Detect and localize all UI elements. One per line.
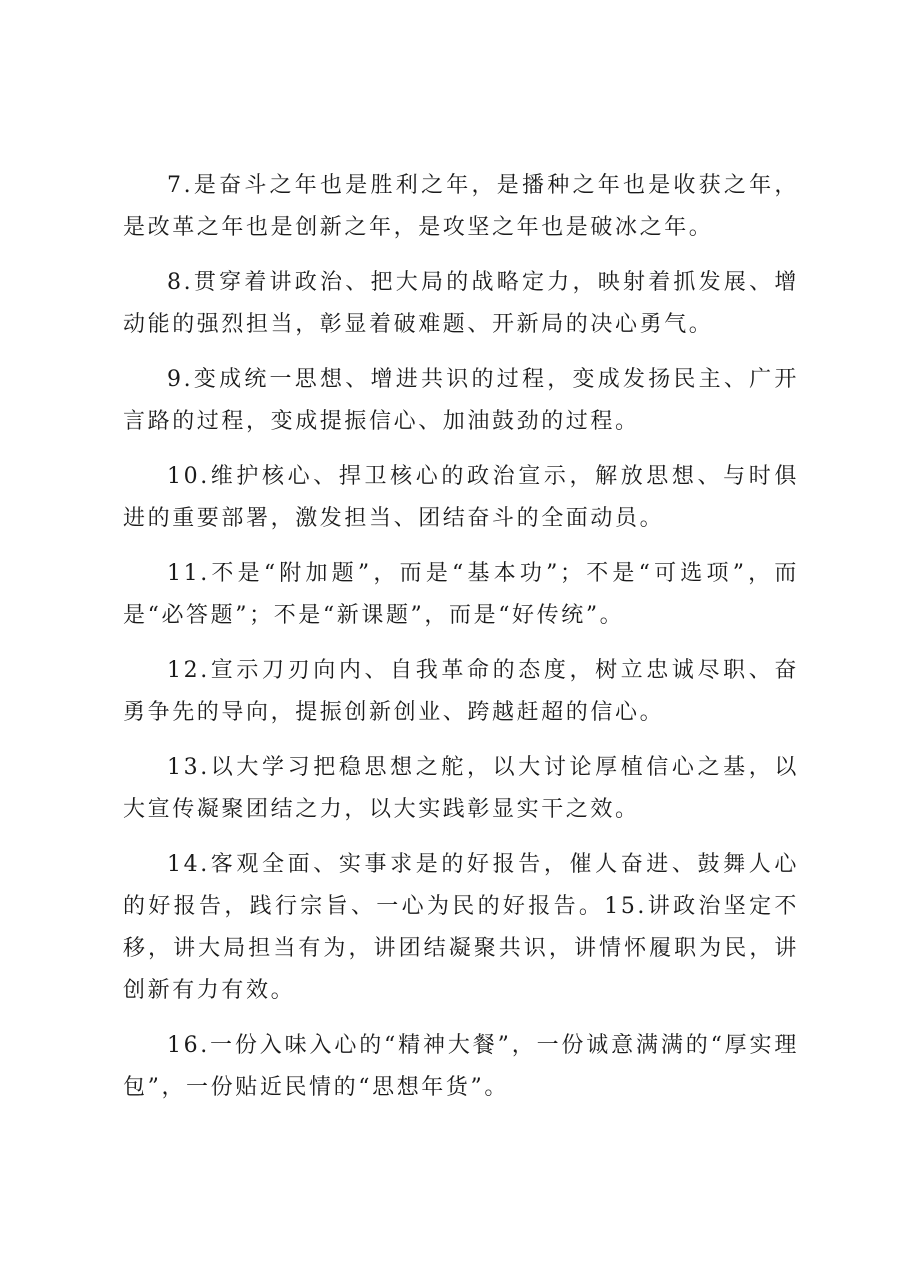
paragraph-14-15: 14.客观全面、实事求是的好报告，催人奋进、鼓舞人心的好报告，践行宗旨、一心为民的好报告。15.讲政治坚定不移，讲大局担当有为，讲团结凝聚共识，讲情怀履职为民，讲创新有力有效。 bbox=[123, 852, 799, 1003]
paragraph-8: 8.贯穿着讲政治、把大局的战略定力，映射着抓发展、增动能的强烈担当，彰显着破难题、开新局的决心勇气。 bbox=[123, 270, 799, 337]
paragraph-9: 9.变成统一思想、增进共识的过程，变成发扬民主、广开言路的过程，变成提振信心、加油鼓劲的过程。 bbox=[123, 367, 799, 434]
paragraph-16: 16.一份入味入心的“精神大餐”，一份诚意满满的“厚实理包”，一份贴近民情的“思想年货”。 bbox=[123, 1033, 799, 1100]
paragraph-10: 10.维护核心、捍卫核心的政治宣示，解放思想、与时俱进的重要部署，激发担当、团结奋斗的全面动员。 bbox=[123, 464, 799, 531]
paragraph-11: 11.不是“附加题”，而是“基本功”；不是“可选项”，而是“必答题”；不是“新课题”，而是“好传统”。 bbox=[123, 561, 799, 628]
document-body bbox=[123, 165, 799, 1122]
paragraph-12: 12.宣示刀刃向内、自我革命的态度，树立忠诚尽职、奋勇争先的导向，提振创新创业、跨越赶超的信心。 bbox=[123, 658, 799, 725]
paragraph-7: 7.是奋斗之年也是胜利之年，是播种之年也是收获之年，是改革之年也是创新之年，是攻坚之年也是破冰之年。 bbox=[123, 173, 799, 240]
paragraph-13: 13.以大学习把稳思想之舵，以大讨论厚植信心之基，以大宣传凝聚团结之力，以大实践彰显实干之效。 bbox=[123, 755, 799, 822]
